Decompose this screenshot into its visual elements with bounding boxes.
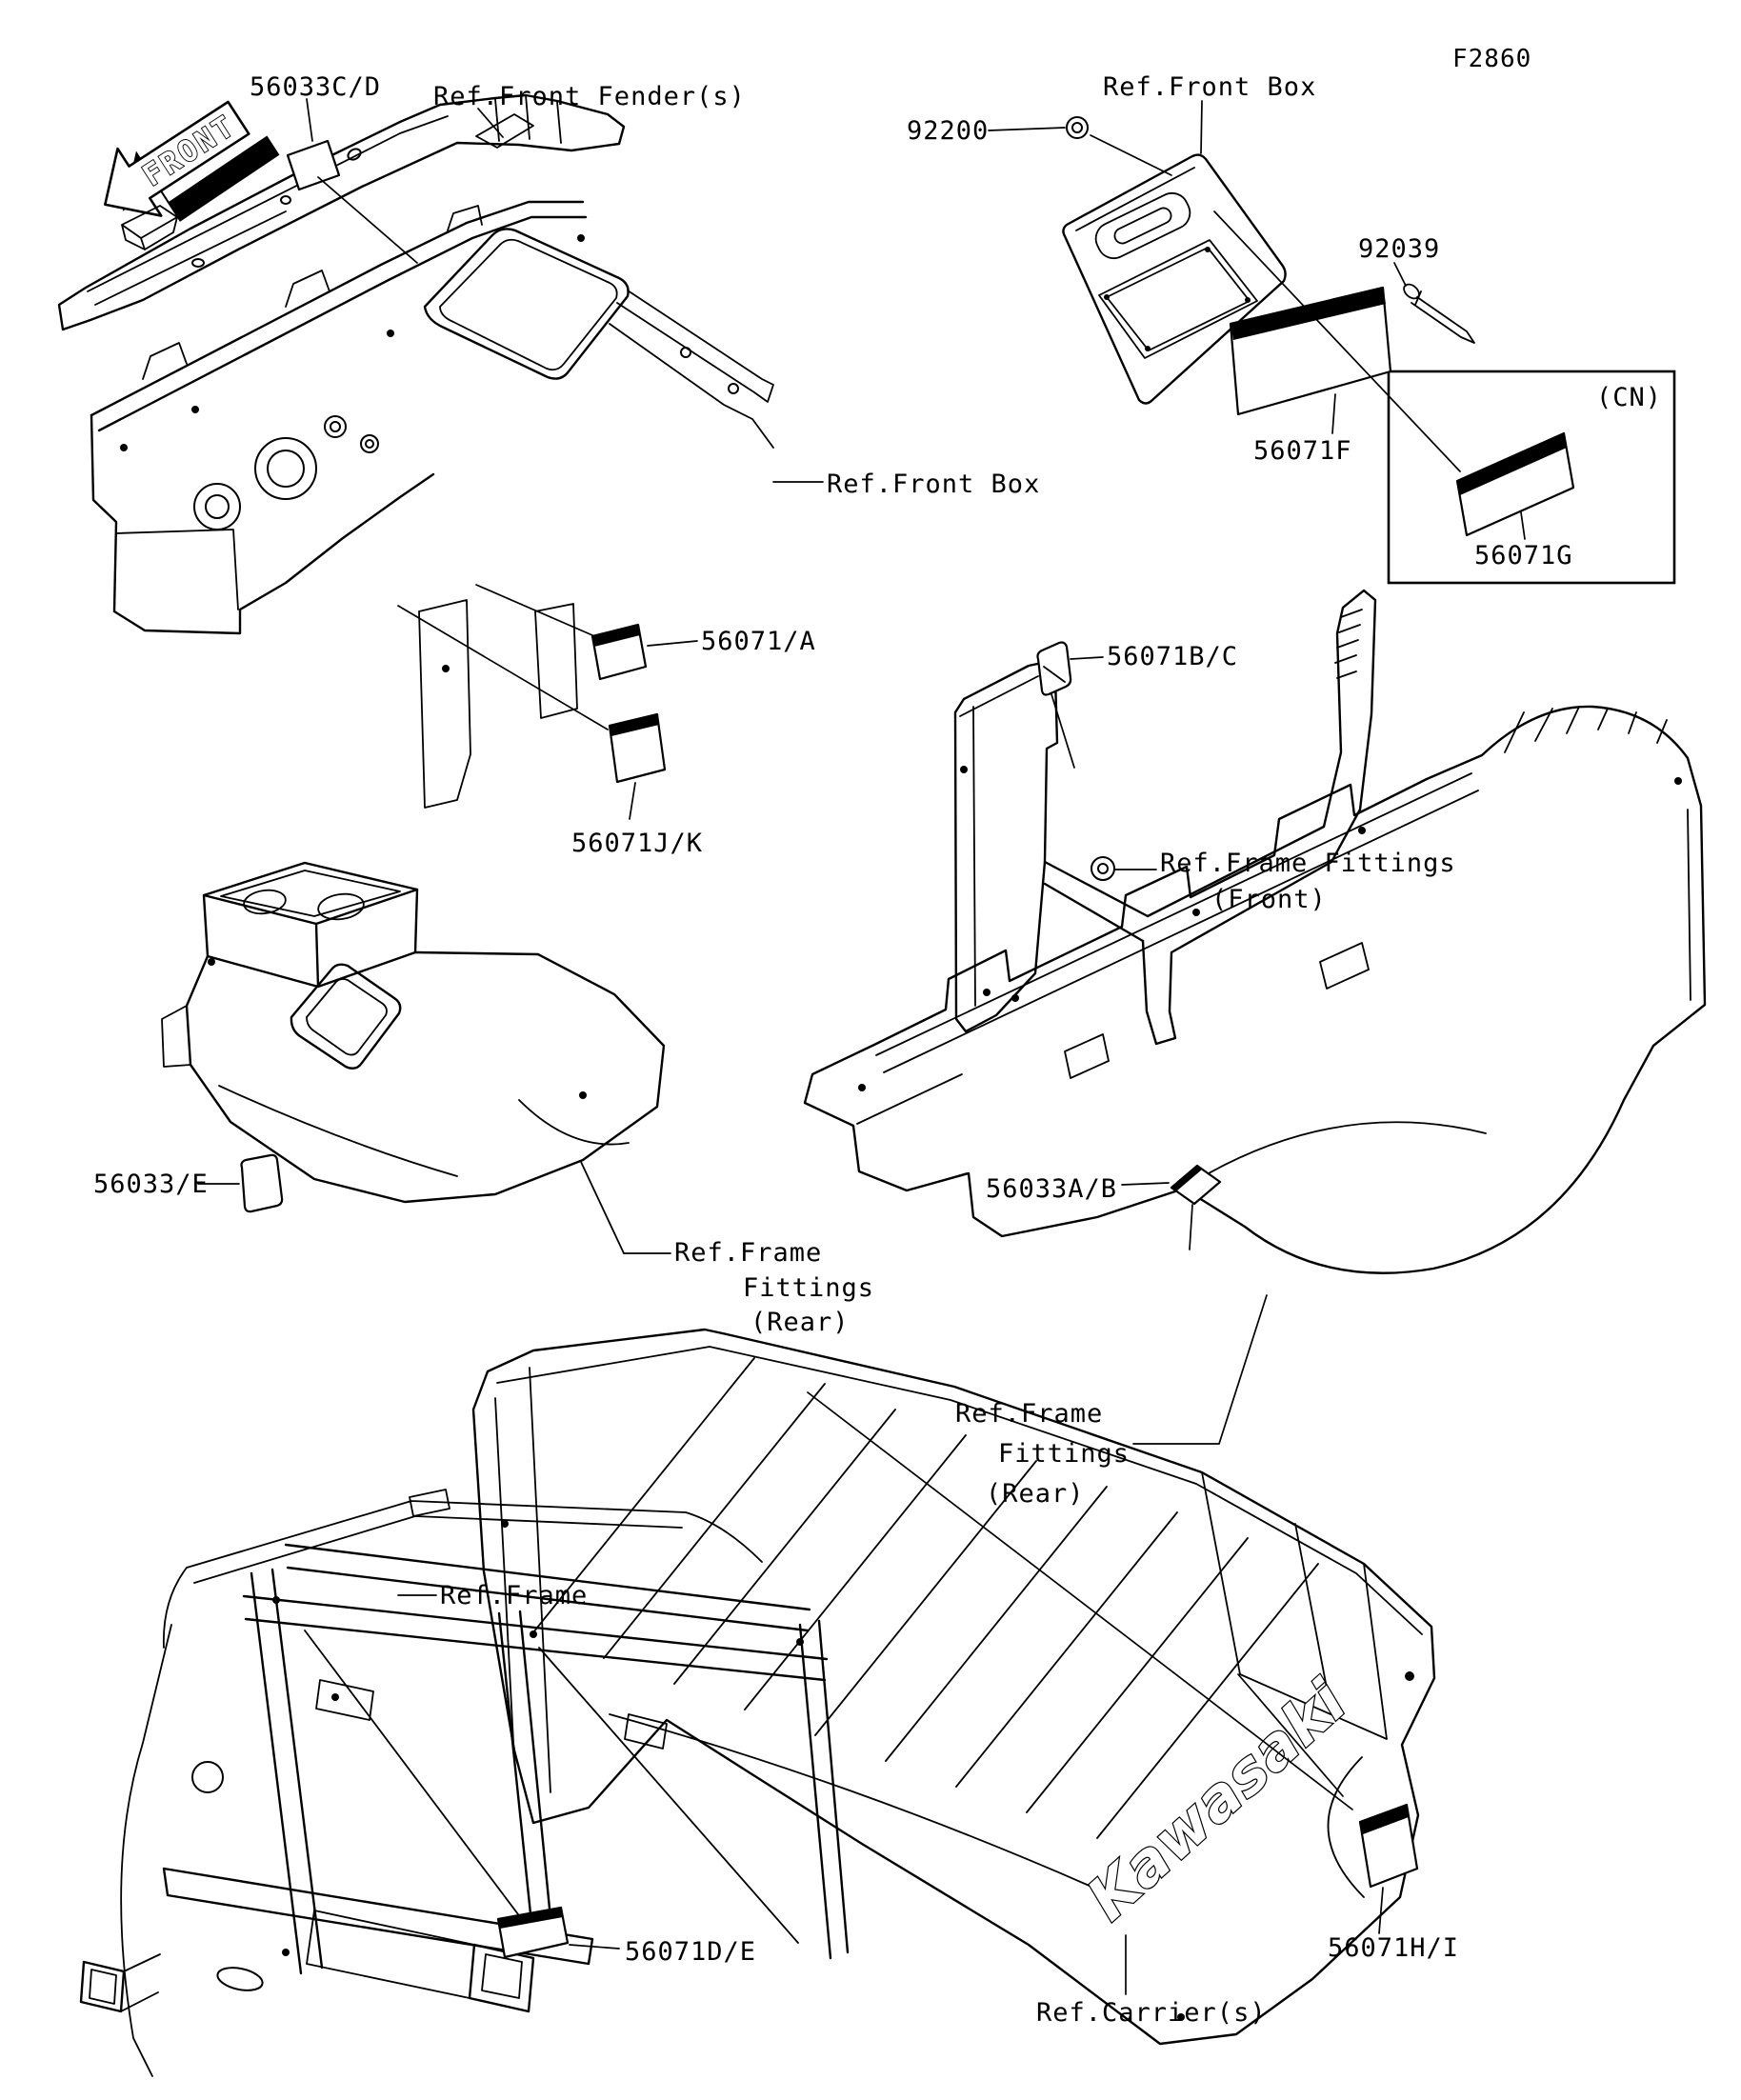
frame-drawing xyxy=(81,1490,848,2076)
label-ref-frame-rear-left-3: (Rear) xyxy=(750,1308,850,1337)
decal-56071hi xyxy=(1360,1805,1417,1887)
carrier-bed-drawing xyxy=(473,1330,1434,2044)
decal-56071bc xyxy=(1038,643,1071,695)
label-56071de: 56071D/E xyxy=(625,1937,757,1967)
label-front-suffix: (Front) xyxy=(1211,885,1327,914)
label-56071g: 56071G xyxy=(1474,541,1573,570)
frame-fittings-rear-drawing xyxy=(805,707,1705,1273)
front-direction-arrow xyxy=(83,77,279,250)
cn-variant-label: (CN) xyxy=(1596,383,1663,412)
front-arrow-label: FRONT xyxy=(136,108,243,193)
decal-56033e xyxy=(242,1155,283,1211)
label-ref-frame-rear-left-2: Fittings xyxy=(743,1273,875,1303)
label-ref-frame-rear-right-3: (Rear) xyxy=(986,1479,1085,1509)
label-ref-front-fenders: Ref.Front Fender(s) xyxy=(433,82,746,111)
label-92200: 92200 xyxy=(907,116,990,146)
label-56071a: 56071/A xyxy=(701,627,816,656)
label-ref-frame-rear-left-1: Ref.Frame xyxy=(674,1238,823,1268)
grommet-92200-icon xyxy=(1067,117,1088,138)
label-ref-front-box-mid: Ref.Front Box xyxy=(827,470,1041,499)
decal-56071a xyxy=(592,625,646,679)
label-56033ab: 56033A/B xyxy=(986,1174,1118,1204)
decal-56071de xyxy=(498,1908,568,1957)
label-ref-frame-rear-right-2: Fittings xyxy=(998,1439,1131,1469)
label-ref-front-box-top: Ref.Front Box xyxy=(1103,72,1317,102)
kawasaki-logo: Kawasaki xyxy=(1073,1666,1360,1934)
label-ref-frame-rear-right-1: Ref.Frame xyxy=(955,1399,1104,1429)
label-92039: 92039 xyxy=(1358,234,1441,264)
label-56071bc: 56071B/C xyxy=(1107,642,1239,671)
label-56071hi: 56071H/I xyxy=(1328,1933,1460,1963)
console-drawing xyxy=(162,863,664,1253)
decal-56071jk xyxy=(610,714,665,782)
label-ref-frame: Ref.Frame xyxy=(440,1581,589,1610)
rivet-92039-icon xyxy=(1401,282,1474,343)
figure-code: F2860 xyxy=(1452,45,1532,73)
label-ref-frame-fittings-front: Ref.Frame Fittings xyxy=(1160,849,1456,878)
label-56071jk: 56071J/K xyxy=(571,829,704,858)
label-56071f: 56071F xyxy=(1253,436,1352,466)
label-56033e: 56033/E xyxy=(93,1170,209,1199)
front-box-panel-drawing xyxy=(91,202,773,808)
label-56033cd: 56033C/D xyxy=(250,72,382,102)
label-ref-carriers: Ref.Carrier(s) xyxy=(1036,1998,1267,2028)
decal-56033cd xyxy=(288,141,339,190)
